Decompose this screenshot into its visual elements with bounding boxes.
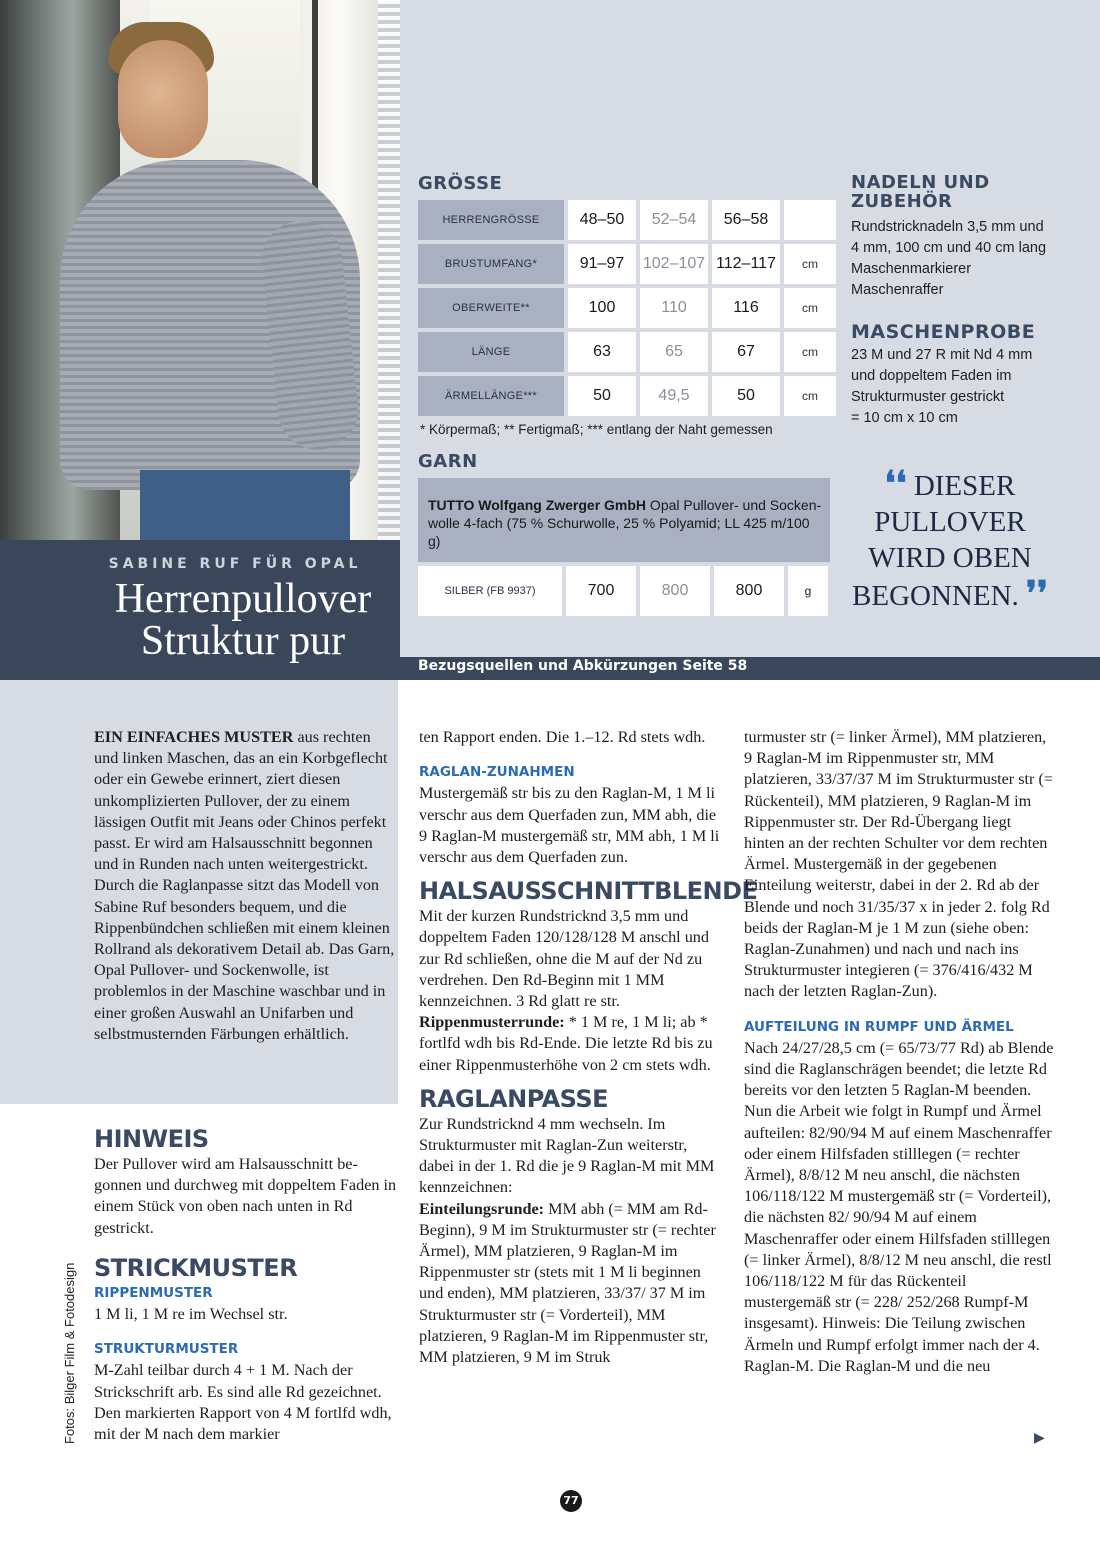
garn-unit: g — [788, 566, 828, 616]
intro-lead: EIN EINFACHES MUSTER — [94, 728, 294, 746]
strukturmuster-text: M-Zahl teilbar durch 4 + 1 M. Nach der Strickschrift arb. Es sind alle Rd gezeichnet. Den markierten Rapport von 4 M fortlfd wdh, mit der M nach dem markier — [94, 1361, 392, 1444]
quote-close-icon: ❜❜ — [1026, 574, 1048, 614]
size-value-2: 102–107 — [640, 244, 708, 284]
maschenprobe-line: und doppeltem Faden im — [851, 368, 1012, 384]
spacer — [419, 868, 724, 876]
halsausschnitt-heading: HALSAUSSCHNITTBLENDE — [419, 877, 758, 906]
size-unit — [784, 200, 836, 240]
raglanpasse-heading: RAGLANPASSE — [419, 1084, 609, 1113]
size-label: ÄRMELLÄNGE*** — [418, 376, 564, 416]
garn-description — [418, 478, 830, 562]
garn-heading: GARN — [418, 451, 478, 472]
nadeln-list — [851, 217, 1091, 301]
einteilungsrunde-label: Einteilungsrunde: — [419, 1199, 545, 1218]
intro-paragraph — [94, 727, 398, 1045]
rippenmuster-heading: RIPPENMUSTER — [94, 1284, 213, 1301]
size-label: HERRENGRÖSSE — [418, 200, 564, 240]
size-value-3: 116 — [712, 288, 780, 328]
rippenmusterrunde-body: * 1 M re, 1 M li; ab * fortlfd wdh bis Rd-Ende. Die letzte Rd bis zu einer Rippenmusterhöhe von 2 cm stets wdh. — [419, 1013, 713, 1074]
strickmuster-heading: STRICKMUSTER — [94, 1253, 298, 1282]
garn-amount-1: 700 — [566, 566, 636, 616]
reference-text: Bezugsquellen und Abkürzungen Seite 58 — [418, 658, 748, 674]
col3-opening: turmuster str (= linker Ärmel), MM platzieren, 9 Raglan-M im Rippenmuster str, MM platzieren, 33/37/37 M im Strukturmuster str (= Rückenteil), MM platzieren, 9 Raglan-M im Rippenmuster str. Der Rd-Übergang liegt hinten an der rechten Schulter vor dem rechten Ärmel. Mustergemäß in der gegebenen Einteilung weiterstr, dabei in der 2. Rd ab der Blende und noch 31/35/37 x in jeder 2. folg Rd beids der Raglan-M je 1 M zun (siehe oben: Raglan-Zunahmen) und nach und nach ins Strukturmuster integieren (= 376/416/432 M nach der letzten Raglan-Zun). — [744, 728, 1054, 1001]
strukturmuster-heading: STRUKTURMUSTER — [94, 1341, 239, 1358]
maschenprobe-line: = 10 cm x 10 cm — [851, 410, 958, 426]
quote-open-icon: ❛❛ — [884, 464, 907, 504]
column-1-lower — [94, 1124, 398, 1445]
aufteilung-text: Nach 24/27/28,5 cm (= 65/73/77 Rd) ab Blende sind die Raglanschrägen beendet; die letzte Rd bereits vor den letzten 5 Raglan-M beenden. Nun die Arbeit wie folgt in Rumpf und Ärmel aufteilen: 82/90/94 M auf einem Maschenraffer oder einem Hilfsfaden stilllegen (= rechter Ärmel), 8/8/12 M neu anschl, die nächsten 106/118/122 M mustergemäß str (= Vorderteil), die nächsten 82/ 90/94 M auf einem Maschenraffer oder einem Hilfsfaden stilllegen (= linker Ärmel), 8/8/12 M neu anschl, die restl 106/118/122 M für das Rückenteil mustergemäß str (= 228/ 252/268 Rumpf-M insgesamt). Hinweis: Die Teilung zwischen Ärmeln und Rumpf erfolgt immer nach der 4. Raglan-M. Die Raglan-M und die neu — [744, 1038, 1054, 1375]
hinweis-text: Der Pullover wird am Halsausschnitt begonnen und durchweg mit doppeltem Faden in einem Stück von oben nach unten in Rd gestrickt. — [94, 1155, 397, 1237]
page-number: 77 — [560, 1490, 582, 1512]
garn-color-label: SILBER (FB 9937) — [418, 566, 562, 616]
size-unit: cm — [784, 244, 836, 284]
hinweis-heading: HINWEIS — [94, 1125, 209, 1153]
title-line-1: Herrenpullover — [114, 576, 372, 622]
nadeln-line: Maschenmarkierer — [851, 261, 972, 277]
garn-row — [418, 566, 828, 616]
size-value-3: 67 — [712, 332, 780, 372]
rippenmusterrunde-label: Rippenmusterrunde: — [419, 1013, 565, 1032]
nadeln-line: Maschenraffer — [851, 282, 944, 298]
size-row — [418, 200, 836, 240]
size-value-1: 100 — [568, 288, 636, 328]
garn-maker: TUTTO Wolfgang Zwerger GmbH — [428, 497, 647, 513]
spacer — [419, 748, 724, 762]
size-value-1: 48–50 — [568, 200, 636, 240]
model-photo — [0, 0, 400, 540]
maschenprobe-line: 23 M und 27 R mit Nd 4 mm — [851, 347, 1033, 363]
intro-text: aus rechten und linken Maschen, das an ein Korbgeflecht oder ein Gewebe erinnert, ziert diesen unkomplizierten Pullover, der zu einem lässigen Outfit mit Jeans oder Chinos perfekt passt. Er wird am Halsausschnitt begonnen und in Runden nach unten weitergestrickt. Durch die Raglanpasse sitzt das Modell von Sabine Ruf besonders bequem, und die Rippenbündchen schließen mit einem kleinen Rollrand als dekorativem Detail ab. Das Garn, Opal Pullover- und Sockenwolle, ist problemlos in der Maschine waschbar und in einer großen Auswahl an Unifarben und selbstmusternden Färbungen erhältlich. — [94, 728, 395, 1043]
spacer — [419, 1076, 724, 1084]
size-value-2: 49,5 — [640, 376, 708, 416]
size-label: OBERWEITE** — [418, 288, 564, 328]
column-1-intro — [94, 727, 398, 1045]
size-value-3: 112–117 — [712, 244, 780, 284]
quote-text: DIESER PULLOVER WIRD OBEN BEGONNEN. — [852, 470, 1032, 612]
garn-amount-3: 800 — [714, 566, 784, 616]
spacer — [94, 1239, 398, 1253]
size-table — [414, 196, 840, 420]
raglan-zunahmen-heading: RAGLAN-ZUNAHMEN — [419, 764, 575, 781]
spacer — [94, 1325, 398, 1339]
garn-amount-2: 800 — [640, 566, 710, 616]
size-value-2: 52–54 — [640, 200, 708, 240]
byline: SABINE RUF FÜR OPAL — [108, 556, 362, 572]
rippenmuster-text: 1 M li, 1 M re im Wechsel str. — [94, 1305, 288, 1324]
size-unit: cm — [784, 332, 836, 372]
page-title — [98, 578, 388, 662]
size-value-2: 110 — [640, 288, 708, 328]
garn-table — [414, 562, 832, 620]
spacer — [744, 1003, 1054, 1017]
maschenprobe-heading: MASCHENPROBE — [851, 321, 1036, 343]
raglan-zunahmen-text: Mustergemäß str bis zu den Raglan-M, 1 M li verschr aus dem Querfaden zun, MM abh, die 9 Raglan-M mustergemäß str, MM abh, 1 M li verschr aus dem Querfaden zun. — [419, 784, 720, 867]
pull-quote — [850, 466, 1050, 614]
size-label: LÄNGE — [418, 332, 564, 372]
photo-credit: Fotos: Bilger Film & Fotodesign — [62, 1262, 77, 1444]
size-heading: GRÖSSE — [418, 173, 503, 194]
column-2 — [419, 727, 758, 1368]
garn-desc: Opal Pullover- und Sockenwolle 4-fach (75 % Schurwolle, 25 % Polyamid; LL 425 m/100 g) — [428, 497, 822, 549]
stitch-border — [378, 0, 400, 540]
raglanpasse-text: Zur Rundstricknd 4 mm wechseln. Im Strukturmuster mit Raglan-Zun weiterstr, dabei in der 1. Rd die je 9 Raglan-M mit MM kennzeichnen: — [419, 1114, 715, 1197]
photo-jeans — [140, 470, 350, 540]
size-label: BRUSTUMFANG* — [418, 244, 564, 284]
aufteilung-heading: AUFTEILUNG IN RUMPF UND ÄRMEL — [744, 1018, 1014, 1035]
maschenprobe-list — [851, 345, 1091, 429]
col2-opening: ten Rapport enden. Die 1.–12. Rd stets wdh. — [419, 728, 706, 746]
size-row — [418, 332, 836, 372]
halsausschnitt-text: Mit der kurzen Rundstricknd 3,5 mm und doppeltem Faden 120/128/128 M anschl und zur Rd schließen, ohne die M auf der Nd zu verdrehen. Den Rd-Beginn mit 1 MM kennzeichnen. 3 Rd glatt re str. — [419, 907, 709, 1011]
size-value-3: 50 — [712, 376, 780, 416]
einteilungsrunde-text — [419, 1199, 724, 1369]
size-row — [418, 244, 836, 284]
nadeln-heading: NADELN UND ZUBEHÖR — [851, 172, 990, 212]
size-value-1: 50 — [568, 376, 636, 416]
size-row — [418, 376, 836, 416]
photo-head — [118, 40, 208, 158]
column-3 — [744, 727, 1054, 1377]
nadeln-line: Rundstricknadeln 3,5 mm und — [851, 219, 1044, 235]
size-unit: cm — [784, 288, 836, 328]
size-row — [418, 288, 836, 328]
maschenprobe-line: Strukturmuster gestrickt — [851, 389, 1005, 405]
size-unit: cm — [784, 376, 836, 416]
size-value-1: 63 — [568, 332, 636, 372]
size-value-1: 91–97 — [568, 244, 636, 284]
continue-arrow-icon: ▶ — [1034, 1430, 1045, 1446]
einteilungsrunde-body: MM abh (= MM am Rd-Beginn), 9 M im Strukturmuster str (= rechter Ärmel), MM platzieren, 9 Raglan-M im Rippenmuster str (stets mit 1 M li beginnen und enden), MM platzieren, 33/37/ 37 M im Strukturmuster str (= Vorderteil), MM platzieren, 9 Raglan-M im Rippenmuster str, MM platzieren, 9 M im Struk — [419, 1199, 716, 1367]
size-footnote: * Körpermaß; ** Fertigmaß; *** entlang der Naht gemessen — [420, 422, 773, 437]
nadeln-line: 4 mm, 100 cm und 40 cm lang — [851, 240, 1047, 256]
size-value-3: 56–58 — [712, 200, 780, 240]
rippenmusterrunde-text — [419, 1012, 724, 1076]
title-line-2: Struktur pur — [140, 618, 346, 664]
size-value-2: 65 — [640, 332, 708, 372]
